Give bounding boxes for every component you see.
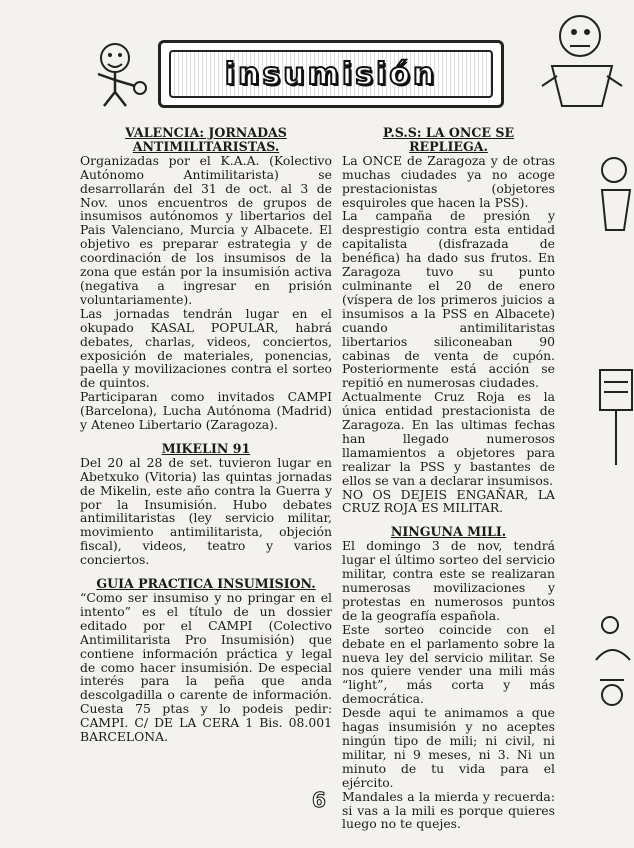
article-paragraph: El domingo 3 de nov, tendrá lugar el último sorteo del servicio militar, contra este se realizaran numerosas movilizaciones y protestas en numerosos puntos de la geografía española. bbox=[342, 538, 555, 623]
article-heading: MIKELIN 91 bbox=[161, 440, 251, 456]
article-paragraph: Actualmente Cruz Roja es la única entidad prestacionista de Zaragoza. En las ultimas fechas han llegado numerosos llamamientos a objetores para realizar la PSS y bastantes de ellos se van a declarar insumisos. bbox=[342, 389, 555, 488]
cartoon-crowd-right-icon bbox=[532, 6, 632, 116]
title-banner bbox=[158, 40, 504, 108]
article-paragraph: “Como ser insumiso y no pringar en el intento” es el título de un dossier editado por el CAMPI (Colectivo Antimilitarista Pro Insumisión) que contiene información práctica y legal de como hacer insumisión. De especial interés para la peña que anda descolgadilla o carente de información. Cuesta 75 ptas y lo podeis pedir: CAMPI. C/ DE LA CERA 1 Bis. 08.001 BARCELONA. bbox=[80, 590, 332, 745]
article-paragraph: Este sorteo coincide con el debate en el parlamento sobre la nueva ley del servicio militar. Se nos quiere vender una mili más “light”, más corta y más democrática. bbox=[342, 621, 555, 707]
article-paragraph: NO OS DEJEIS ENGAÑAR, LA CRUZ ROJA ES MILITAR. bbox=[342, 486, 555, 516]
article-paragraph: Las jornadas tendrán lugar en el okupado KASAL POPULAR, habrá debates, charlas, videos, conciertos, exposición de materiales, ponencias, paella y movilizaciones contra el sorteo de quintos. bbox=[80, 305, 332, 391]
article-paragraph: La campaña de presión y desprestigio contra esta entidad capitalista (disfrazada de benéfica) ha dado sus frutos. En Zaragoza tuvo su punto culminante el 20 de enero (víspera de los primeros juicios a insumisos a la PSS en Albacete) cuando antimilitaristas libertarios siliconeaban 90 cabinas de venta de cupón. Posteriormente está acción se repitió en numerosas ciudades. bbox=[342, 208, 555, 391]
cartoon-sign-doodle-icon bbox=[596, 360, 634, 470]
article-paragraph: Participaran como invitados CAMPI (Barcelona), Lucha Autónoma (Madrid) y Ateneo Libertario (Zaragoza). bbox=[80, 389, 332, 433]
article-valencia bbox=[80, 126, 332, 432]
article-paragraph: Mandales a la mierda y recuerda: si vas a la mili es porque quieres luego no te quejes. bbox=[342, 788, 555, 832]
article-paragraph: Organizadas por el K.A.A. (Kolectivo Autónomo Antimilitarista) se desarrollarán del 31 de oct. al 3 de Nov. unos encuentros de grupos de insumisos autónomos y libertarios del Pais Valenciano, Murcia y Albacete. El objetivo es preparar estrategia y de coordinación de los insumisos de la zona que están por la insumisión activa (negativa a ingresar en prisión voluntariamente). bbox=[80, 152, 332, 307]
article-heading: GUIA PRACTICA INSUMISION. bbox=[96, 576, 316, 592]
right-column bbox=[342, 126, 555, 831]
cartoon-margin-doodle-icon bbox=[590, 150, 634, 240]
article-mikelin bbox=[80, 442, 332, 567]
article-paragraph: Del 20 al 28 de set. tuvieron lugar en Abetxuko (Vitoria) las quintas jornadas de Mikelin, este año contra la Guerra y por la Insumisión. Hubo debates antimilitaristas (ley servicio militar, movimiento antimilitarista, objeción fiscal), videos, teatro y varios conciertos. bbox=[80, 454, 332, 568]
article-paragraph: La ONCE de Zaragoza y de otras muchas ciudades ya no acoge prestacionistas (objetores esquiroles que hacen la PSS). bbox=[342, 152, 555, 210]
article-heading: NINGUNA MILI. bbox=[390, 524, 507, 540]
cartoon-figure-left-icon bbox=[80, 30, 155, 110]
article-guia bbox=[80, 577, 332, 744]
article-ninguna-mili bbox=[342, 525, 555, 831]
article-heading: VALENCIA: JORNADAS ANTIMILITARISTAS. bbox=[125, 125, 287, 154]
left-column bbox=[80, 126, 332, 744]
article-pss bbox=[342, 126, 555, 515]
article-paragraph: Desde aqui te animamos a que hagas insumisión y no aceptes ningún tipo de mili; ni civil, ni militar, ni 9 meses, ni 3. Ni un minuto de tu vida para el ejército. bbox=[342, 705, 555, 790]
title-banner-inner bbox=[169, 50, 493, 98]
page-title: insumisión bbox=[224, 56, 438, 92]
cartoon-rider-doodle-icon bbox=[590, 610, 634, 710]
page-number: 6 bbox=[312, 788, 326, 812]
article-heading: P.S.S: LA ONCE SE REPLIEGA. bbox=[382, 125, 515, 154]
